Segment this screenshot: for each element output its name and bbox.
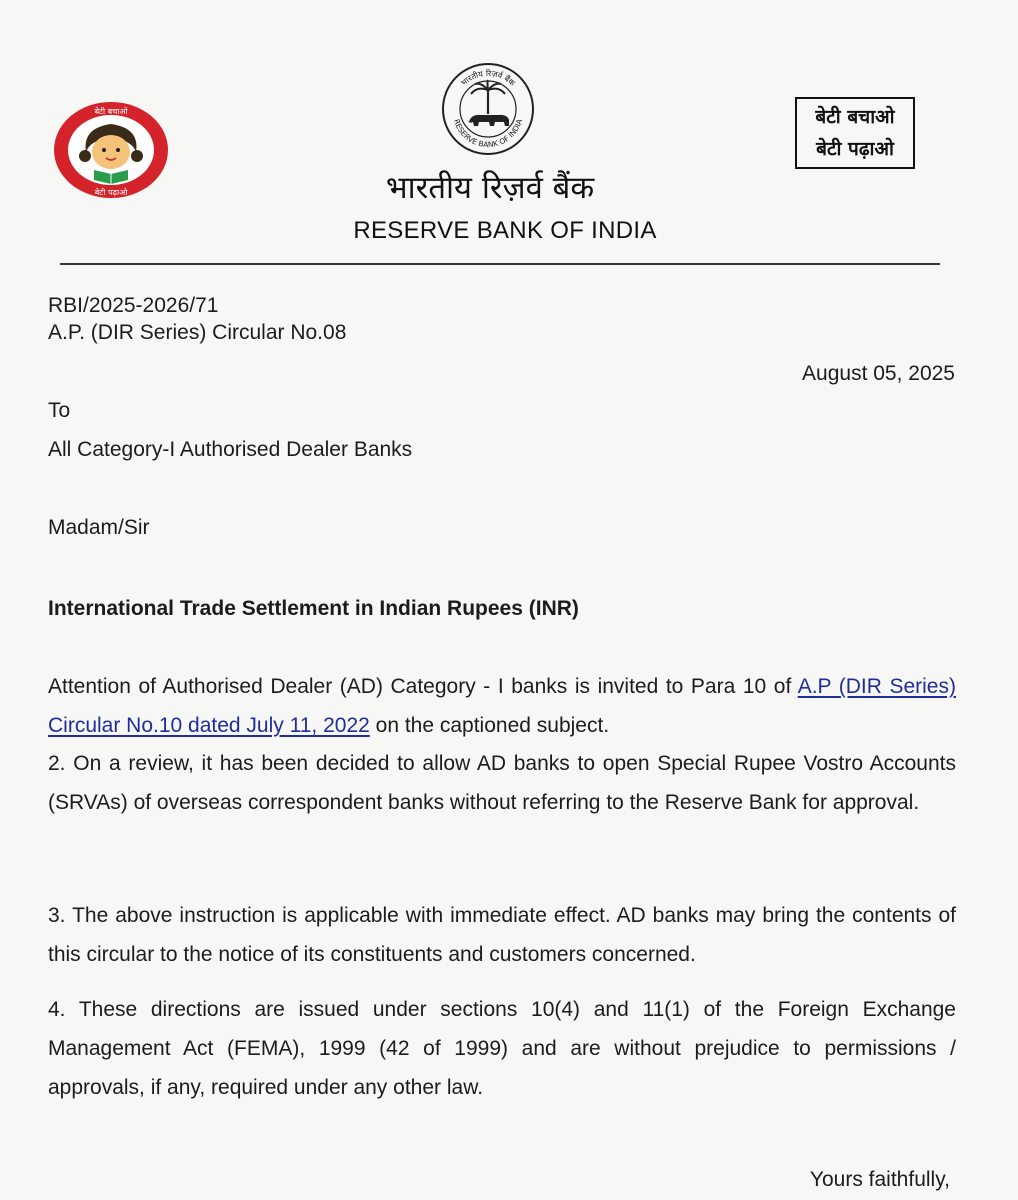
paragraph-1-text-before: Attention of Authorised Dealer (AD) Category - I banks is invited to Para 10 of [48,675,798,698]
slogan-line-2: बेटी पढ़ाओ [816,138,894,160]
paragraph-3: 3. The above instruction is applicable with immediate effect. AD banks may bring the contents of this circular to the notice of its constituents and customers concerned. [48,904,956,966]
to-label: To [48,399,71,422]
slogan-box [795,97,915,169]
circular-date: August 05, 2025 [802,362,955,385]
closing: Yours faithfully, [809,1168,950,1191]
logo-text-bottom: बेटी पढ़ाओ [94,188,128,197]
paragraph-1 [48,667,956,745]
paragraph-4: 4. These directions are issued under sections 10(4) and 11(1) of the Foreign Exchange Management Act (FEMA), 1999 (42 of 1999) and are without prejudice to permissions / approvals, if any, required under any other law. [48,998,956,1099]
seal-text-top: भारतीय रिज़र्व बैंक [459,68,517,88]
salutation: Madam/Sir [48,516,150,539]
paragraph-2: 2. On a review, it has been decided to allow AD banks to open Special Rupee Vostro Accounts (SRVAs) of overseas correspondent banks without referring to the Reserve Bank for approval. [48,752,956,814]
subject-heading: International Trade Settlement in Indian Rupees (INR) [48,597,579,620]
bank-name-english: RESERVE BANK OF INDIA [353,217,657,244]
circular-reference: RBI/2025-2026/71 [48,294,219,317]
letterhead-divider [60,263,940,265]
rbi-seal-icon [441,62,535,156]
beti-bachao-logo-icon [52,100,170,200]
logo-text-top: बेटी बचाओ [94,107,128,116]
paragraph-1-text-after: on the captioned subject. [369,714,610,737]
slogan-line-1: बेटी बचाओ [815,106,895,128]
referenced-circular-link[interactable]: A.P (DIR Series) Circular No.10 dated July 11, 2022 [48,675,956,737]
circular-number: A.P. (DIR Series) Circular No.08 [48,321,347,344]
seal-text-bottom: RESERVE BANK OF INDIA [451,117,525,150]
bank-name-hindi: भारतीय रिज़र्व बैंक [385,170,595,206]
addressee: All Category-I Authorised Dealer Banks [48,438,413,461]
